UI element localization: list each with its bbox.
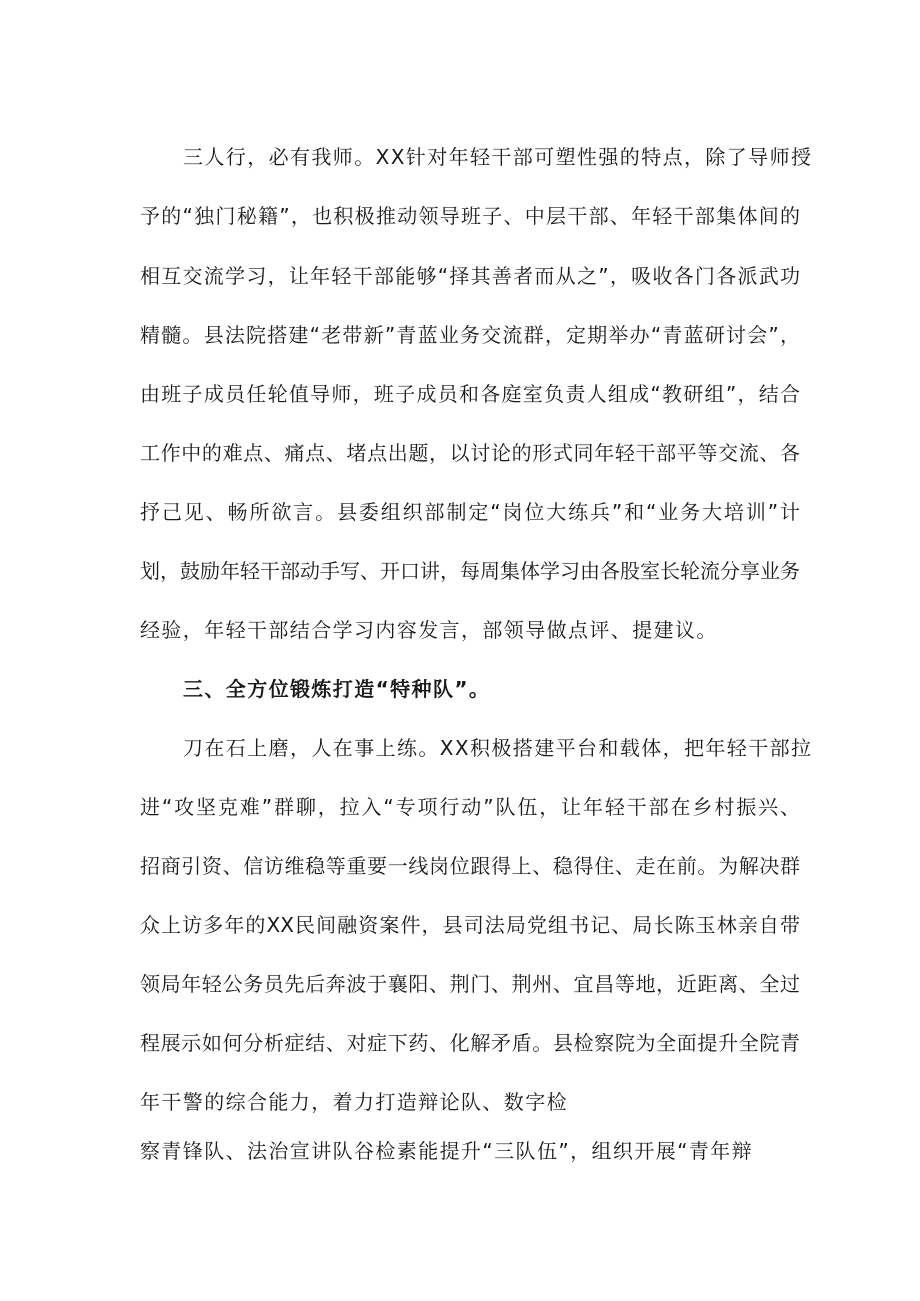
paragraph-1-line-9: 经验，年轻干部结合学习内容发言，部领导做点评、提建议。 <box>140 618 718 642</box>
paragraph-1-line-4: 精髓。县法院搭建“老带新”青蓝业务交流群，定期举办“青蓝研讨会”， <box>140 323 800 347</box>
paragraph-2-line-6: 程展示如何分析症结、对症下药、化解矛盾。县检察院为全面提升全院青 <box>140 1031 800 1055</box>
paragraph-2-line-5: 领局年轻公务员先后奔波于襄阳、荆门、荆州、宜昌等地，近距离、全过 <box>140 972 800 996</box>
paragraph-1-line-3: 相互交流学习，让年轻干部能够“择其善者而从之”，吸收各门各派武功 <box>140 264 800 288</box>
paragraph-1-line-2: 予的“独门秘籍”，也积极推动领导班子、中层干部、年轻干部集体间的 <box>140 204 800 228</box>
paragraph-2-line-4: 众上访多年的XX民间融资案件，县司法局党组书记、局长陈玉林亲自带 <box>140 913 800 937</box>
section-heading: 三、全方位锻炼打造“特种队”。 <box>183 677 491 701</box>
paragraph-1-line-1: 三人行，必有我师。XX针对年轻干部可塑性强的特点，除了导师授 <box>183 145 813 169</box>
paragraph-2-line-2: 进“攻坚克难”群聊，拉入“专项行动”队伍，让年轻干部在乡村振兴、 <box>140 795 800 819</box>
paragraph-2-line-7: 年干警的综合能力，着力打造辩论队、数字检 <box>140 1090 568 1114</box>
paragraph-1-line-8: 划，鼓励年轻干部动手写、开口讲，每周集体学习由各股室长轮流分享业务 <box>140 559 800 583</box>
paragraph-1-line-7: 抒己见、畅所欲言。县委组织部制定“岗位大练兵”和“业务大培训”计 <box>140 500 800 524</box>
paragraph-1-line-5: 由班子成员任轮值导师，班子成员和各庭室负责人组成“教研组”，结合 <box>140 382 800 406</box>
paragraph-2-line-1: 刀在石上磨，人在事上练。XX积极搭建平台和载体，把年轻干部拉 <box>183 736 813 760</box>
paragraph-1-line-6: 工作中的难点、痛点、堵点出题，以讨论的形式同年轻干部平等交流、各 <box>140 441 800 465</box>
paragraph-2-line-8: 察青锋队、法治宣讲队谷检素能提升“三队伍”，组织开展“青年辩 <box>140 1139 754 1163</box>
paragraph-2-line-3: 招商引资、信访维稳等重要一线岗位跟得上、稳得住、走在前。为解决群 <box>140 854 800 878</box>
